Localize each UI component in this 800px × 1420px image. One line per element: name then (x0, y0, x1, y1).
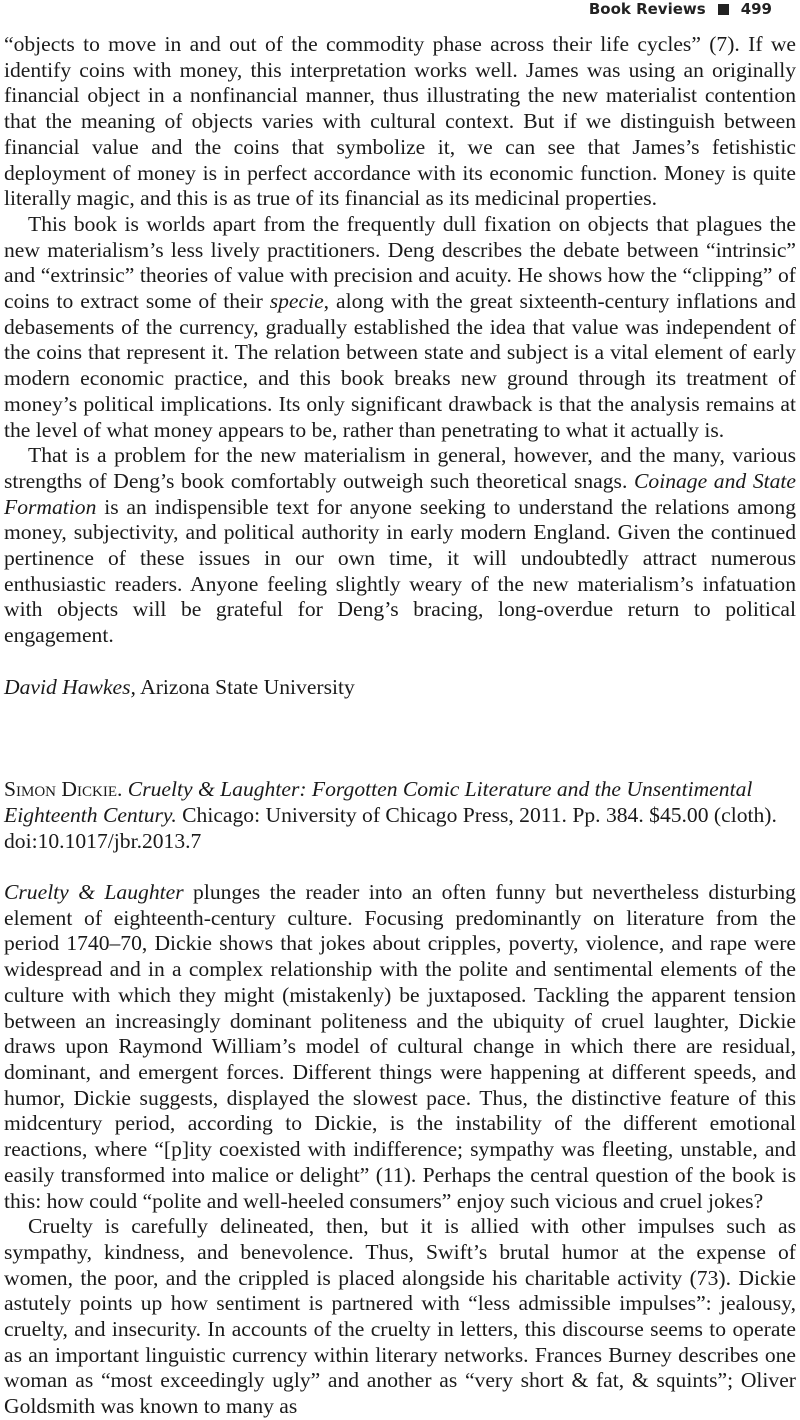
review2-book-author: Simon Dickie (4, 777, 117, 802)
page-number: 499 (740, 0, 772, 18)
running-head-section: Book Reviews (588, 0, 706, 18)
square-separator-icon (718, 4, 729, 15)
review1-book-title: Coinage and State Formation (4, 468, 797, 519)
review1-p3-text-a: That is a problem for the new materialism in general, however, and the many, various strengths of Deng’s book comfortably outweigh such theoretical snags. (4, 443, 796, 493)
review1-signature (4, 675, 796, 701)
review1-paragraph-2 (4, 212, 796, 443)
reviewer-name: David Hawkes, (4, 674, 136, 699)
review1-p3-text-b: is an indispensible text for anyone seeking to understand the relations among money, subjectivity, and political authority in early modern England. Given the continued pertinence of these issues in our own time, it will undoubtedly attract numerous enthusiastic readers. Anyone feeling slightly weary of the new materialism’s infatuation with objects will be grateful for Deng’s bracing, long-overdue return to political engagement. (4, 494, 796, 648)
review1-paragraph-1: “objects to move in and out of the commodity phase across their life cycles” (7). If we identify coins with money, this interpretation works well. James was using an originally financial object in a nonfinancial manner, thus illustrating the new materialist contention that the meaning of objects varies with cultural context. But if we distinguish between financial value and the coins that symbolize it, we can see that James’s fetishistic deployment of money is in perfect accordance with its economic function. Money is quite literally magic, and this is as true of its financial as its medicinal properties. (4, 32, 796, 211)
review2-p1-text: plunges the reader into an often funny but nevertheless disturbing element of eighteenth-century culture. Focusing predominantly on literature from the period 1740–70, Dickie shows that jokes about cripples, poverty, violence, and rape were widespread and in a complex relationship with the polite and sentimental elements of the culture with which they might (mistakenly) be juxtaposed. Tackling the apparent tension between an increasingly dominant politeness and the ubiquity of cruel laughter, Dickie draws upon Raymond William’s model of cultural change in which there are residual, dominant, and emergent forces. Different things were happening at different speeds, and humor, Dickie suggests, displayed the slowest pace. Thus, the distinctive feature of this midcentury period, according to Dickie, is the instability of the different emotional reactions, where “[p]ity coexisted with indifference; sympathy was fleeting, unstable, and easily transformed into malice or delight” (11). Perhaps the central question of the book is this: how could “polite and well-heeled consumers” enjoy such vicious and cruel jokes? (4, 880, 796, 1213)
review1-p2-text-b: , along with the great sixteenth-century inflations and debasements of the currency, gradually established the idea that value was independent of the coins that represent it. The relation between state and subject is a vital element of early modern economic practice, and this book breaks new ground through its treatment of money’s political implications. Its only significant drawback is that the analysis remains at the level of what money appears to be, rather than penetrating to what it actually is. (4, 289, 796, 442)
review2-heading: Simon Dickie. Cruelty & Laughter: Forgotten Comic Literature and the Unsentimental Eighteenth Century. Chicago: University of Chicago Press, 2011. Pp. 384. $45.00 (cloth). doi:10.1017/jbr.2013.7 (4, 777, 777, 853)
review2-doi: doi:10.1017/jbr.2013.7 (4, 828, 202, 853)
review2-paragraph-2: Cruelty is carefully delineated, then, but it is allied with other impulses such as sympathy, kindness, and benevolence. Thus, Swift’s brutal humor at the expense of women, the poor, and the crippled is placed alongside his charitable activity (73). Dickie astutely points up how sentiment is partnered with “less admissible impulses”: jealousy, cruelty, and insecurity. In accounts of the cruelty in letters, this discourse seems to operate as an important linguistic currency within literary networks. Frances Burney describes one woman as “most exceedingly ugly” and another as “very short & fat, & squints”; Oliver Goldsmith was known to many as (4, 1214, 796, 1419)
review1-paragraph-3 (4, 443, 796, 649)
reviewer-affiliation: Arizona State University (135, 674, 355, 699)
review2-book-title: Cruelty & Laughter: Forgotten Comic Literature and the Unsentimental Eighteenth Century. (4, 777, 753, 827)
review1-p2-text-a: This book is worlds apart from the frequently dull fixation on objects that plagues the new materialism’s less lively practitioners. Deng describes the debate between “intrinsic” and “extrinsic” theories of value with precision and acuity. He shows how the “clipping” of coins to extract some of their (4, 211, 796, 314)
review1-p2-emphasis: specie (269, 289, 324, 314)
review2-publisher: Chicago: University of Chicago Press, 2011. Pp. 384. $45.00 (cloth). (176, 802, 777, 827)
review2-p1-emphasis: Cruelty & Laughter (4, 880, 184, 905)
article-body (4, 32, 796, 1420)
review2-paragraph-1 (4, 880, 796, 1214)
running-head (589, 0, 800, 18)
